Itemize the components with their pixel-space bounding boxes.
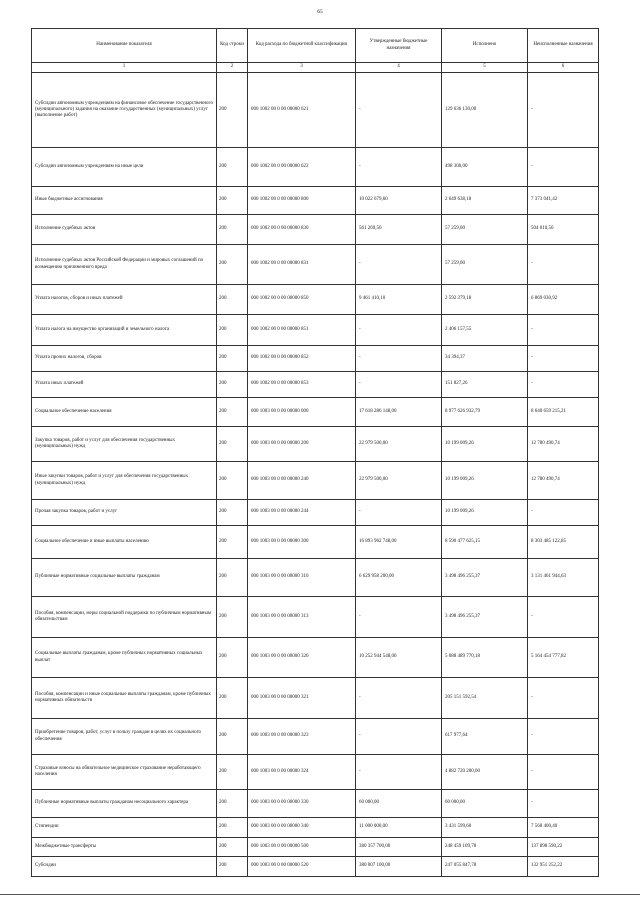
row-unexecuted: -	[528, 315, 599, 346]
row-unexecuted: 7 568 400,40	[528, 818, 599, 838]
row-executed: 2 592 379,18	[442, 285, 528, 315]
row-approved: -	[356, 500, 442, 526]
row-unexecuted: -	[528, 245, 599, 285]
column-number: 5	[442, 63, 528, 73]
row-name: Прочая закупка товаров, работ и услуг	[32, 500, 217, 526]
row-approved: -	[356, 148, 442, 187]
row-executed: 60 000,00	[442, 790, 528, 818]
row-name: Публичные нормативные выплаты гражданам несоциального характера	[32, 790, 217, 818]
row-budget-code: 000 1003 00 0 00 00000 330	[248, 790, 356, 818]
header-executed: Исполнено	[442, 29, 528, 63]
row-line-code: 200	[217, 857, 248, 877]
row-approved: 60 000,00	[356, 790, 442, 818]
row-unexecuted: 6 869 030,92	[528, 285, 599, 315]
row-executed: 247 055 847,78	[442, 857, 528, 877]
row-name: Социальное обеспечение населения	[32, 398, 217, 427]
row-unexecuted: -	[528, 790, 599, 818]
row-unexecuted: -	[528, 148, 599, 187]
row-budget-code: 000 1002 00 0 00 00000 800	[248, 187, 356, 215]
row-unexecuted: -	[528, 597, 599, 638]
row-budget-code: 000 1003 00 0 00 00000 324	[248, 755, 356, 790]
table-row	[32, 148, 599, 187]
row-line-code: 200	[217, 245, 248, 285]
table-row	[32, 818, 599, 838]
row-line-code: 200	[217, 500, 248, 526]
row-unexecuted: -	[528, 678, 599, 719]
table-row	[32, 245, 599, 285]
row-name: Иные закупки товаров, работ и услуг для обеспечения государственных (муниципальных) нужд	[32, 462, 217, 500]
row-line-code: 200	[217, 372, 248, 398]
table-row	[32, 638, 599, 678]
row-name: Приобретение товаров, работ, услуг в пользу граждан в целях их социального обеспечения	[32, 719, 217, 755]
row-executed: 2 649 638,18	[442, 187, 528, 215]
row-budget-code: 000 1002 00 0 00 00000 621	[248, 73, 356, 148]
row-approved: 380 007 100,00	[356, 857, 442, 877]
row-budget-code: 000 1003 00 0 00 00000 240	[248, 462, 356, 500]
row-unexecuted: -	[528, 346, 599, 372]
header-name: Наименование показателя	[32, 29, 217, 63]
row-unexecuted: -	[528, 755, 599, 790]
row-line-code: 200	[217, 187, 248, 215]
table-row	[32, 398, 599, 427]
row-approved: 9 461 410,10	[356, 285, 442, 315]
row-line-code: 200	[217, 526, 248, 559]
row-budget-code: 000 1003 00 0 00 00000 323	[248, 719, 356, 755]
header-approved: Утвержденные бюджетные назначения	[356, 29, 442, 63]
row-budget-code: 000 1002 00 0 00 00000 851	[248, 315, 356, 346]
table-row	[32, 755, 599, 790]
row-name: Уплата прочих налогов, сборов	[32, 346, 217, 372]
row-approved: 16 893 962 748,00	[356, 526, 442, 559]
header-unexecuted: Неисполненные назначения	[528, 29, 599, 63]
row-approved: -	[356, 346, 442, 372]
row-line-code: 200	[217, 73, 248, 148]
row-approved: 22 979 500,00	[356, 427, 442, 462]
row-executed: 617 977,64	[442, 719, 528, 755]
page-number: 65	[317, 9, 323, 15]
row-line-code: 200	[217, 597, 248, 638]
row-line-code: 200	[217, 315, 248, 346]
header-row	[32, 29, 599, 63]
row-executed: 34 394,37	[442, 346, 528, 372]
table-row	[32, 346, 599, 372]
row-executed: 57 259,00	[442, 215, 528, 245]
row-budget-code: 000 1002 00 0 00 00000 853	[248, 372, 356, 398]
row-name: Уплата иных платежей	[32, 372, 217, 398]
row-unexecuted: 8 303 485 122,85	[528, 526, 599, 559]
table-row	[32, 315, 599, 346]
row-line-code: 200	[217, 755, 248, 790]
row-unexecuted: 12 780 490,74	[528, 462, 599, 500]
row-unexecuted: -	[528, 372, 599, 398]
row-approved: -	[356, 755, 442, 790]
row-executed: 10 199 009,26	[442, 500, 528, 526]
table-row	[32, 73, 599, 148]
row-budget-code: 000 1003 00 0 00 00000 520	[248, 857, 356, 877]
row-executed: 3 431 599,60	[442, 818, 528, 838]
row-unexecuted: -	[528, 500, 599, 526]
row-budget-code: 000 1002 00 0 00 00000 622	[248, 148, 356, 187]
row-executed: 8 590 477 625,15	[442, 526, 528, 559]
row-budget-code: 000 1003 00 0 00 00000 500	[248, 838, 356, 857]
header-budget-code: Код расхода по бюджетной классификации	[248, 29, 356, 63]
row-name: Социальные выплаты гражданам, кроме публичных нормативных социальных выплат	[32, 638, 217, 678]
row-budget-code: 000 1002 00 0 00 00000 830	[248, 215, 356, 245]
row-name: Стипендии	[32, 818, 217, 838]
row-unexecuted: -	[528, 719, 599, 755]
row-budget-code: 000 1003 00 0 00 00000 321	[248, 678, 356, 719]
row-budget-code: 000 1003 00 0 00 00000 310	[248, 559, 356, 597]
row-line-code: 200	[217, 398, 248, 427]
row-approved: -	[356, 678, 442, 719]
row-name: Закупка товаров, работ и услуг для обеспечения государственных (муниципальных) нужд	[32, 427, 217, 462]
row-unexecuted: 132 951 252,22	[528, 857, 599, 877]
row-line-code: 200	[217, 427, 248, 462]
table-row	[32, 215, 599, 245]
row-approved: 10 252 944 548,00	[356, 638, 442, 678]
row-unexecuted: -	[528, 73, 599, 148]
row-line-code: 200	[217, 838, 248, 857]
table-row	[32, 838, 599, 857]
row-line-code: 200	[217, 148, 248, 187]
row-budget-code: 000 1003 00 0 00 00000 340	[248, 818, 356, 838]
row-budget-code: 000 1003 00 0 00 00000 244	[248, 500, 356, 526]
table-row	[32, 790, 599, 818]
column-number: 6	[528, 63, 599, 73]
row-unexecuted: 12 780 490,74	[528, 427, 599, 462]
row-line-code: 200	[217, 638, 248, 678]
row-unexecuted: 137 898 590,22	[528, 838, 599, 857]
row-executed: 129 636 130,00	[442, 73, 528, 148]
table-row	[32, 678, 599, 719]
table-row	[32, 857, 599, 877]
row-line-code: 200	[217, 678, 248, 719]
row-line-code: 200	[217, 790, 248, 818]
row-unexecuted: 3 131 461 944,63	[528, 559, 599, 597]
row-approved: 11 000 000,00	[356, 818, 442, 838]
header-line-code: Код строки	[217, 29, 248, 63]
row-name: Исполнение судебных актов Российской Федерации и мировых соглашений по возмещению причиненного вреда	[32, 245, 217, 285]
row-line-code: 200	[217, 559, 248, 597]
row-name: Социальное обеспечение и иные выплаты населению	[32, 526, 217, 559]
row-budget-code: 000 1003 00 0 00 00000 313	[248, 597, 356, 638]
row-budget-code: 000 1002 00 0 00 00000 831	[248, 245, 356, 285]
row-budget-code: 000 1003 00 0 00 00000 000	[248, 398, 356, 427]
table-row	[32, 559, 599, 597]
row-name: Уплата налога на имущество организаций и земельного налога	[32, 315, 217, 346]
row-approved: -	[356, 73, 442, 148]
row-approved: 380 357 700,00	[356, 838, 442, 857]
expenditure-table	[31, 28, 599, 877]
row-executed: 10 199 009,26	[442, 462, 528, 500]
row-name: Субсидии	[32, 857, 217, 877]
row-executed: 205 151 592,54	[442, 678, 528, 719]
row-line-code: 200	[217, 462, 248, 500]
row-name: Пособия, компенсации, меры социальной поддержки по публичным нормативным обязательствам	[32, 597, 217, 638]
row-executed: 4 882 720 200,00	[442, 755, 528, 790]
column-number: 2	[217, 63, 248, 73]
row-name: Страховые взносы на обязательное медицинское страхование неработающего населения	[32, 755, 217, 790]
row-line-code: 200	[217, 719, 248, 755]
row-approved: 561 269,50	[356, 215, 442, 245]
row-approved: -	[356, 245, 442, 285]
table-row	[32, 597, 599, 638]
row-line-code: 200	[217, 285, 248, 315]
row-executed: 5 088 489 770,18	[442, 638, 528, 678]
column-number: 1	[32, 63, 217, 73]
column-number: 3	[248, 63, 356, 73]
row-name: Иные бюджетные ассигнования	[32, 187, 217, 215]
row-budget-code: 000 1002 00 0 00 00000 850	[248, 285, 356, 315]
row-name: Исполнение судебных актов	[32, 215, 217, 245]
row-unexecuted: 8 640 659 215,21	[528, 398, 599, 427]
row-budget-code: 000 1003 00 0 00 00000 300	[248, 526, 356, 559]
table-row	[32, 526, 599, 559]
table-row	[32, 427, 599, 462]
row-name: Субсидии автономным учреждениям на финансовое обеспечение государственного (муниципального) задания на оказание государственных (муниципальных) услуг (выполнение работ)	[32, 73, 217, 148]
table-row	[32, 285, 599, 315]
row-approved: -	[356, 719, 442, 755]
row-approved: -	[356, 315, 442, 346]
table-row	[32, 500, 599, 526]
row-budget-code: 000 1003 00 0 00 00000 320	[248, 638, 356, 678]
row-approved: 17 618 286 148,00	[356, 398, 442, 427]
row-executed: 57 259,00	[442, 245, 528, 285]
row-line-code: 200	[217, 215, 248, 245]
row-budget-code: 000 1002 00 0 00 00000 852	[248, 346, 356, 372]
row-approved: 10 022 679,60	[356, 187, 442, 215]
row-executed: 3 498 496 255,37	[442, 559, 528, 597]
row-unexecuted: 7 373 041,42	[528, 187, 599, 215]
column-number-row	[32, 63, 599, 73]
row-line-code: 200	[217, 818, 248, 838]
row-executed: 248 459 109,78	[442, 838, 528, 857]
row-executed: 498 300,00	[442, 148, 528, 187]
row-executed: 151 827,26	[442, 372, 528, 398]
row-budget-code: 000 1003 00 0 00 00000 200	[248, 427, 356, 462]
row-executed: 3 498 496 255,37	[442, 597, 528, 638]
row-approved: 22 979 500,00	[356, 462, 442, 500]
row-unexecuted: 5 164 454 777,82	[528, 638, 599, 678]
row-approved: 6 629 958 200,00	[356, 559, 442, 597]
row-executed: 2 406 157,55	[442, 315, 528, 346]
table-row	[32, 719, 599, 755]
row-approved: -	[356, 372, 442, 398]
row-name: Субсидии автономным учреждениям на иные цели	[32, 148, 217, 187]
row-name: Межбюджетные трансферты	[32, 838, 217, 857]
row-executed: 8 977 626 932,79	[442, 398, 528, 427]
table-row	[32, 372, 599, 398]
row-unexecuted: 504 010,50	[528, 215, 599, 245]
row-name: Публичные нормативные социальные выплаты гражданам	[32, 559, 217, 597]
row-line-code: 200	[217, 346, 248, 372]
column-number: 4	[356, 63, 442, 73]
page-bottom-rule	[0, 894, 640, 895]
table-row	[32, 187, 599, 215]
row-name: Уплата налогов, сборов и иных платежей	[32, 285, 217, 315]
row-approved: -	[356, 597, 442, 638]
row-executed: 10 199 009,26	[442, 427, 528, 462]
row-name: Пособия, компенсации и иные социальные выплаты гражданам, кроме публичных нормативных обязательств	[32, 678, 217, 719]
table-row	[32, 462, 599, 500]
